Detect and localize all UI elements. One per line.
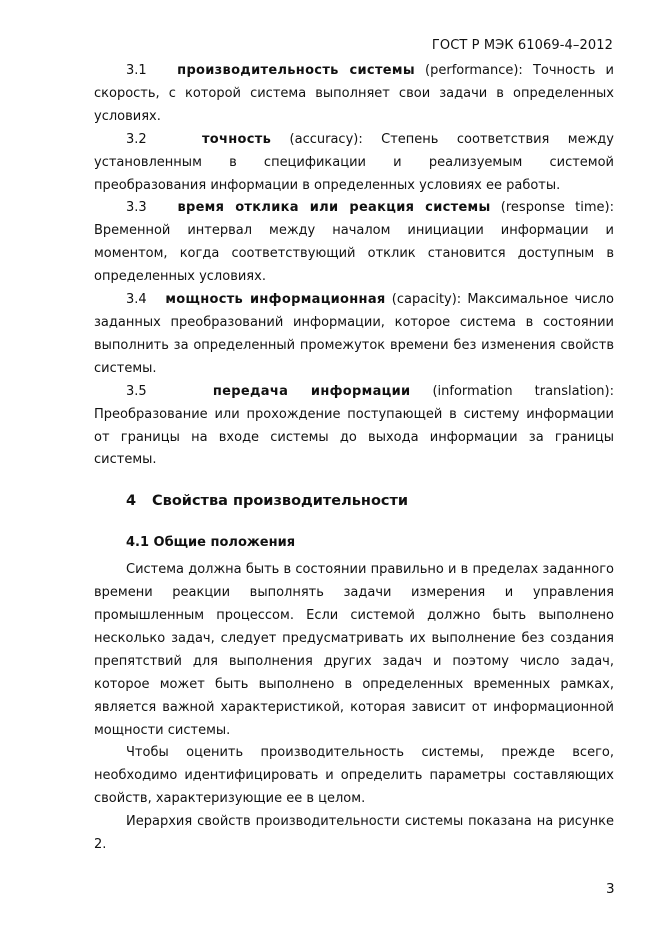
body-paragraph: Система должна быть в состоянии правильно и в пределах заданного времени реакции выполнять задачи измерения и управления промышленным процессом. Если системой должно быть выполнено несколько задач, следует предусматривать их выполнение без создания препятствий для выполнения других задач и поэтому число задач, которое может быть выполнено в определенных временных рамках, является важной характеристикой, которая зависит от информационной мощности системы. — [94, 562, 614, 738]
definition-3-5 — [94, 381, 614, 473]
page-content — [94, 60, 614, 857]
section-title: Свойства производительности — [152, 493, 409, 510]
definition-text: (response time): Временной интервал между началом инициации информации и моментом, когда соответствующий отклик становится доступным в определенных условиях. — [94, 200, 614, 285]
definition-3-1 — [94, 60, 614, 129]
section-heading — [94, 490, 614, 512]
definition-text: (capacity): Максимальное число заданных преобразований информации, которое система в состоянии выполнить за определенный промежуток времени без изменения свойств системы. — [94, 292, 614, 376]
definition-number: 3.1 — [126, 63, 147, 78]
definition-term: передача информации — [212, 383, 411, 399]
definition-number: 3.3 — [126, 200, 147, 216]
definition-number: 3.2 — [126, 131, 147, 147]
body-paragraph: Иерархия свойств производительности системы показана на рисунке 2. — [94, 814, 614, 853]
definition-term: мощность информационная — [165, 292, 386, 308]
definition-term: точность — [201, 131, 272, 147]
definition-term: производительность системы — [177, 63, 415, 78]
definition-3-3 — [94, 197, 614, 289]
subsection-heading: 4.1 Общие положения — [126, 535, 296, 551]
definition-number: 3.5 — [126, 383, 147, 399]
definition-number: 3.4 — [126, 292, 147, 308]
definition-term: время отклика или реакция системы — [177, 200, 491, 216]
definition-3-4 — [94, 289, 614, 381]
document-standard-header: ГОСТ Р МЭК 61069-4–2012 — [431, 38, 613, 53]
body-paragraph: Чтобы оценить производительность системы, прежде всего, необходимо идентифицировать и определить параметры составляющих свойств, характеризующие ее в целом. — [94, 745, 614, 807]
definition-text: (accuracy): Степень соответствия между установленным в спецификации и реализуемым системой преобразования информации в определенных условиях ее работы. — [94, 131, 614, 193]
section-number: 4 — [126, 493, 137, 510]
definition-3-2 — [94, 129, 614, 198]
page-number: 3 — [606, 881, 615, 897]
definition-text: (information translation): Преобразование или прохождение поступающей в систему информации от границы на входе системы до выхода информации за границы системы. — [94, 383, 614, 468]
definition-text: (performance): Точность и скорость, с которой система выполняет свои задачи в определенных условиях. — [94, 63, 614, 124]
